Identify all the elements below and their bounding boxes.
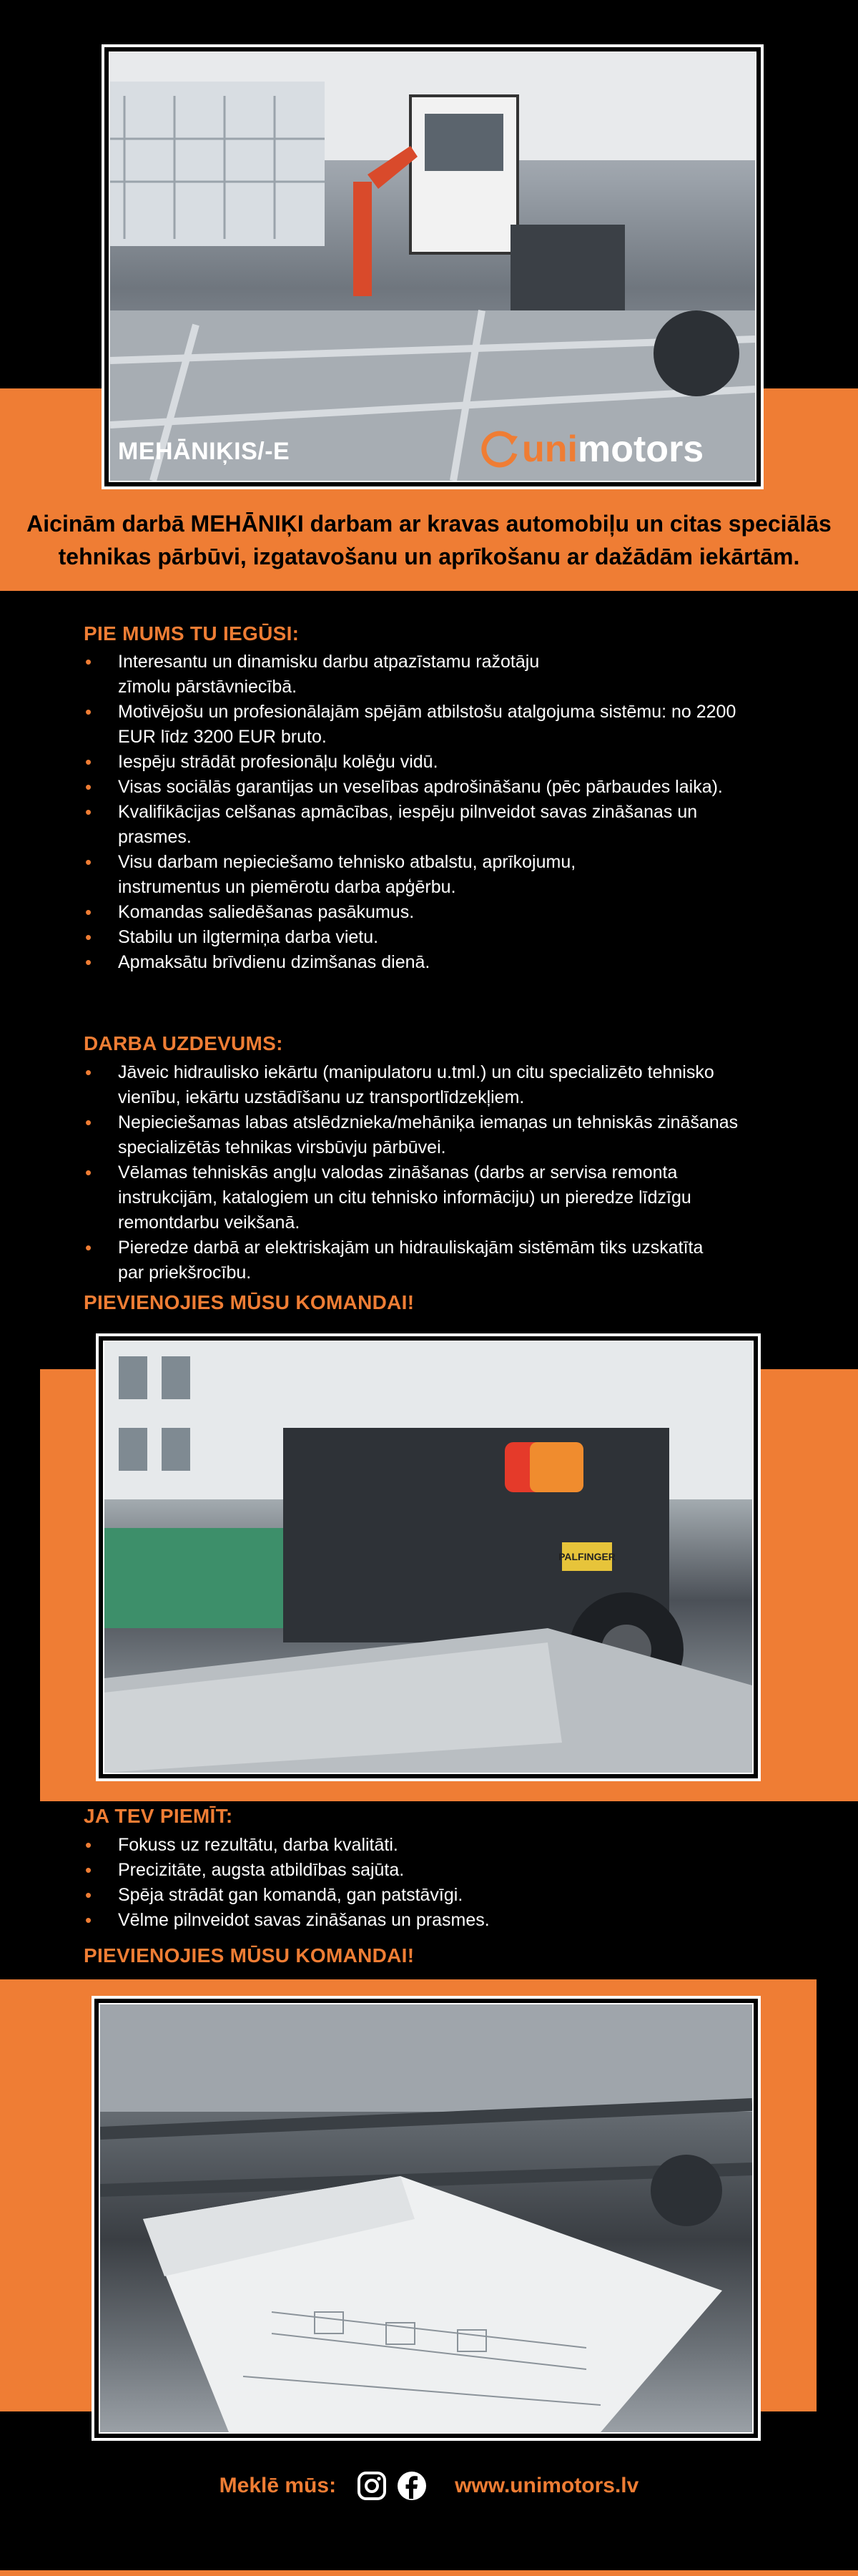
list-item: • Kvalifikācijas celšanas apmācības, iespēju pilnveidot savas zināšanas un prasmes. [84,800,769,850]
blueprint-photo [99,2003,754,2434]
truck-photo-frame [96,1333,761,1781]
list-item: • Pieredze darbā ar elektriskajām un hidrauliskajām sistēmām tiks uzskatīta par priekšrocību. [84,1235,733,1285]
list-item: • Motivējošu un profesionālajām spējām atbilstošu atalgojuma sistēmu: no 2200 EUR līdz 3200 EUR bruto. [84,700,747,750]
hero-photo-frame [102,44,764,489]
facebook-link[interactable] [396,2470,428,2502]
truck-photo [103,1341,754,1774]
list-item: • Apmaksātu brīvdienu dzimšanas dienā. [84,950,770,975]
list-item: • Fokuss uz rezultātu, darba kvalitāti. [84,1833,770,1858]
instagram-icon [356,2470,388,2502]
website-link[interactable]: www.unimotors.lv [455,2474,639,2497]
brand-suffix: motors [577,428,704,470]
list-item: • Vēlme pilnveidot savas zināšanas un prasmes. [84,1908,770,1933]
palfinger-label: PALFINGER [558,1551,616,1562]
offer-list [84,650,770,975]
tasks-list [84,1060,770,1285]
tasks-title: DARBA UZDEVUMS: [84,1032,283,1054]
list-item: • Komandas saliedēšanas pasākumus. [84,900,770,925]
list-item: • Precizitāte, augsta atbildības sajūta. [84,1858,770,1883]
headline-line-1: Aicinām darbā MEHĀNIĶI darbam ar kravas automobiļu un citas speciālās [26,511,832,537]
join-team-cta: PIEVIENOJIES MŪSU KOMANDAI! [84,1291,415,1313]
instagram-link[interactable] [356,2470,388,2502]
logo-swoosh-icon [478,431,521,468]
list-item: • Vēlamas tehniskās angļu valodas zināšanas (darbs ar servisa remonta instrukcijām, katalogiem un citu tehnisko informāciju) un pieredze līdzīgu remontdarbu veikšanā. [84,1160,776,1235]
blueprint-photo-frame [92,1996,761,2441]
bottom-orange-line [0,2570,858,2576]
offer-title: PIE MUMS TU IEGŪSI: [84,622,300,645]
list-item: • Iespēju strādāt profesionāļu kolēģu vidū. [84,750,770,775]
list-item: • Visas sociālās garantijas un veselības apdrošināšanu (pēc pārbaudes laika). [84,775,761,800]
list-item: • Jāveic hidraulisko iekārtu (manipulatoru u.tml.) un citu specializēto tehnisko vienību, iekārtu uzstādīšanu uz transportlīdzekļiem. [84,1060,747,1110]
footer [0,2461,858,2511]
list-item: • Stabilu un ilgtermiņa darba vietu. [84,925,770,950]
facebook-icon [396,2470,428,2502]
list-item: • Spēja strādāt gan komandā, gan patstāvīgi. [84,1883,770,1908]
list-item: • Nepieciešamas labas atslēdznieka/mehāniķa iemaņas un tehniskās zināšanas specializētās tehnikas virsbūvju pārbūvei. [84,1110,747,1160]
role-label: MEHĀNIĶIS/-E [118,438,290,465]
list-item: • Interesantu un dinamisku darbu atpazīstamu ražotāju zīmolu pārstāvniecībā. [84,650,561,700]
join-team-cta-2: PIEVIENOJIES MŪSU KOMANDAI! [84,1944,415,1967]
find-us-label: Meklē mūs: [219,2474,337,2497]
qualities-title: JA TEV PIEMĪT: [84,1805,233,1827]
list-item: • Visu darbam nepieciešamo tehnisko atbalstu, aprīkojumu, instrumentus un piemērotu darba apģērbu. [84,850,676,900]
brand-prefix: uni [522,428,578,470]
headline-line-2: tehnikas pārbūvi, izgatavošanu un aprīkošanu ar dažādām iekārtām. [58,544,800,569]
qualities-list [84,1833,770,1933]
workshop-photo [109,52,756,482]
brand-logo [478,429,704,469]
